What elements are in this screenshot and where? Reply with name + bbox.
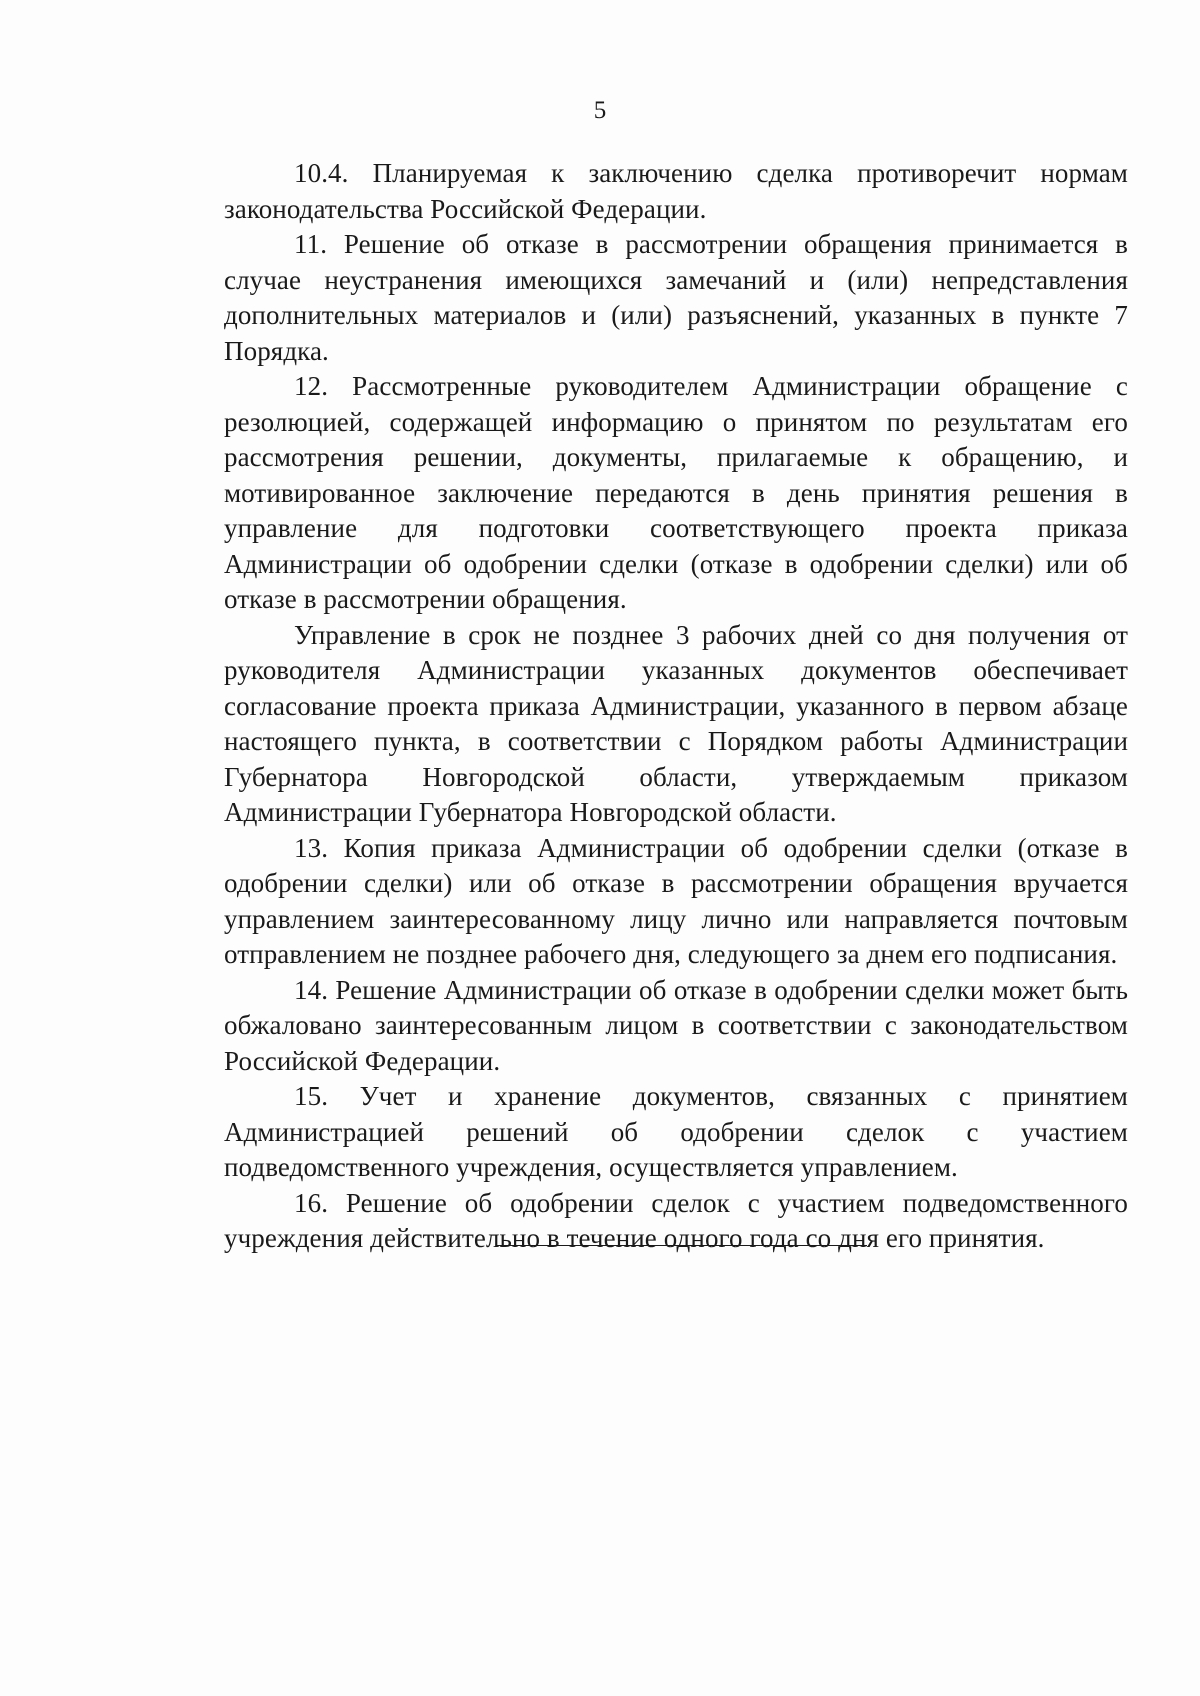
paragraph-16: 16. Решение об одобрении сделок с участием подведомственного учреждения действительно в течение одного года со дня его принятия. (224, 1187, 1128, 1253)
document-body (224, 156, 1128, 1257)
page-number: 5 (593, 97, 607, 124)
paragraph-14: 14. Решение Администрации об отказе в одобрении сделки может быть обжаловано заинтересованным лицом в соответствии с законодательством Российской Федерации. (224, 974, 1128, 1076)
paragraph-10-4: 10.4. Планируемая к заключению сделка противоречит нормам законодательства Российской Федерации. (224, 158, 1128, 224)
paragraph-15: 15. Учет и хранение документов, связанных с принятием Администрацией решений об одобрении сделок с участием подведомственного учреждения, осуществляется управлением. (224, 1081, 1128, 1182)
paragraph-11: 11. Решение об отказе в рассмотрении обращения принимается в случае неустранения имеющихся замечаний и (или) непредставления дополнительных материалов и (или) разъяснений, указанных в пункте 7 Порядка. (224, 229, 1128, 366)
paragraph-12-continuation: Управление в срок не позднее 3 рабочих дней со дня получения от руководителя Администрации указанных документов обеспечивает согласование проекта приказа Администрации, указанного в первом абзаце настоящего пункта, в соответствии с Порядком работы Администрации Губернатора Новгородской области, утверждаемым приказом Администрации Губернатора Новгородской области. (224, 619, 1128, 827)
paragraph-13: 13. Копия приказа Администрации об одобрении сделки (отказе в одобрении сделки) или об отказе в рассмотрении обращения вручается управлением заинтересованному лицу лично или направляется почтовым отправлением не позднее рабочего дня, следующего за днем его подписания. (224, 832, 1128, 969)
paragraph-12: 12. Рассмотренные руководителем Администрации обращение с резолюцией, содержащей информацию о принятом по результатам его рассмотрения решении, документы, прилагаемые к обращению, и мотивированное заключение передаются в день принятия решения в управление для подготовки соответствующего проекта приказа Администрации об одобрении сделки (отказе в одобрении сделки) или об отказе в рассмотрении обращения. (224, 371, 1128, 614)
end-of-document-rule (497, 1245, 867, 1246)
